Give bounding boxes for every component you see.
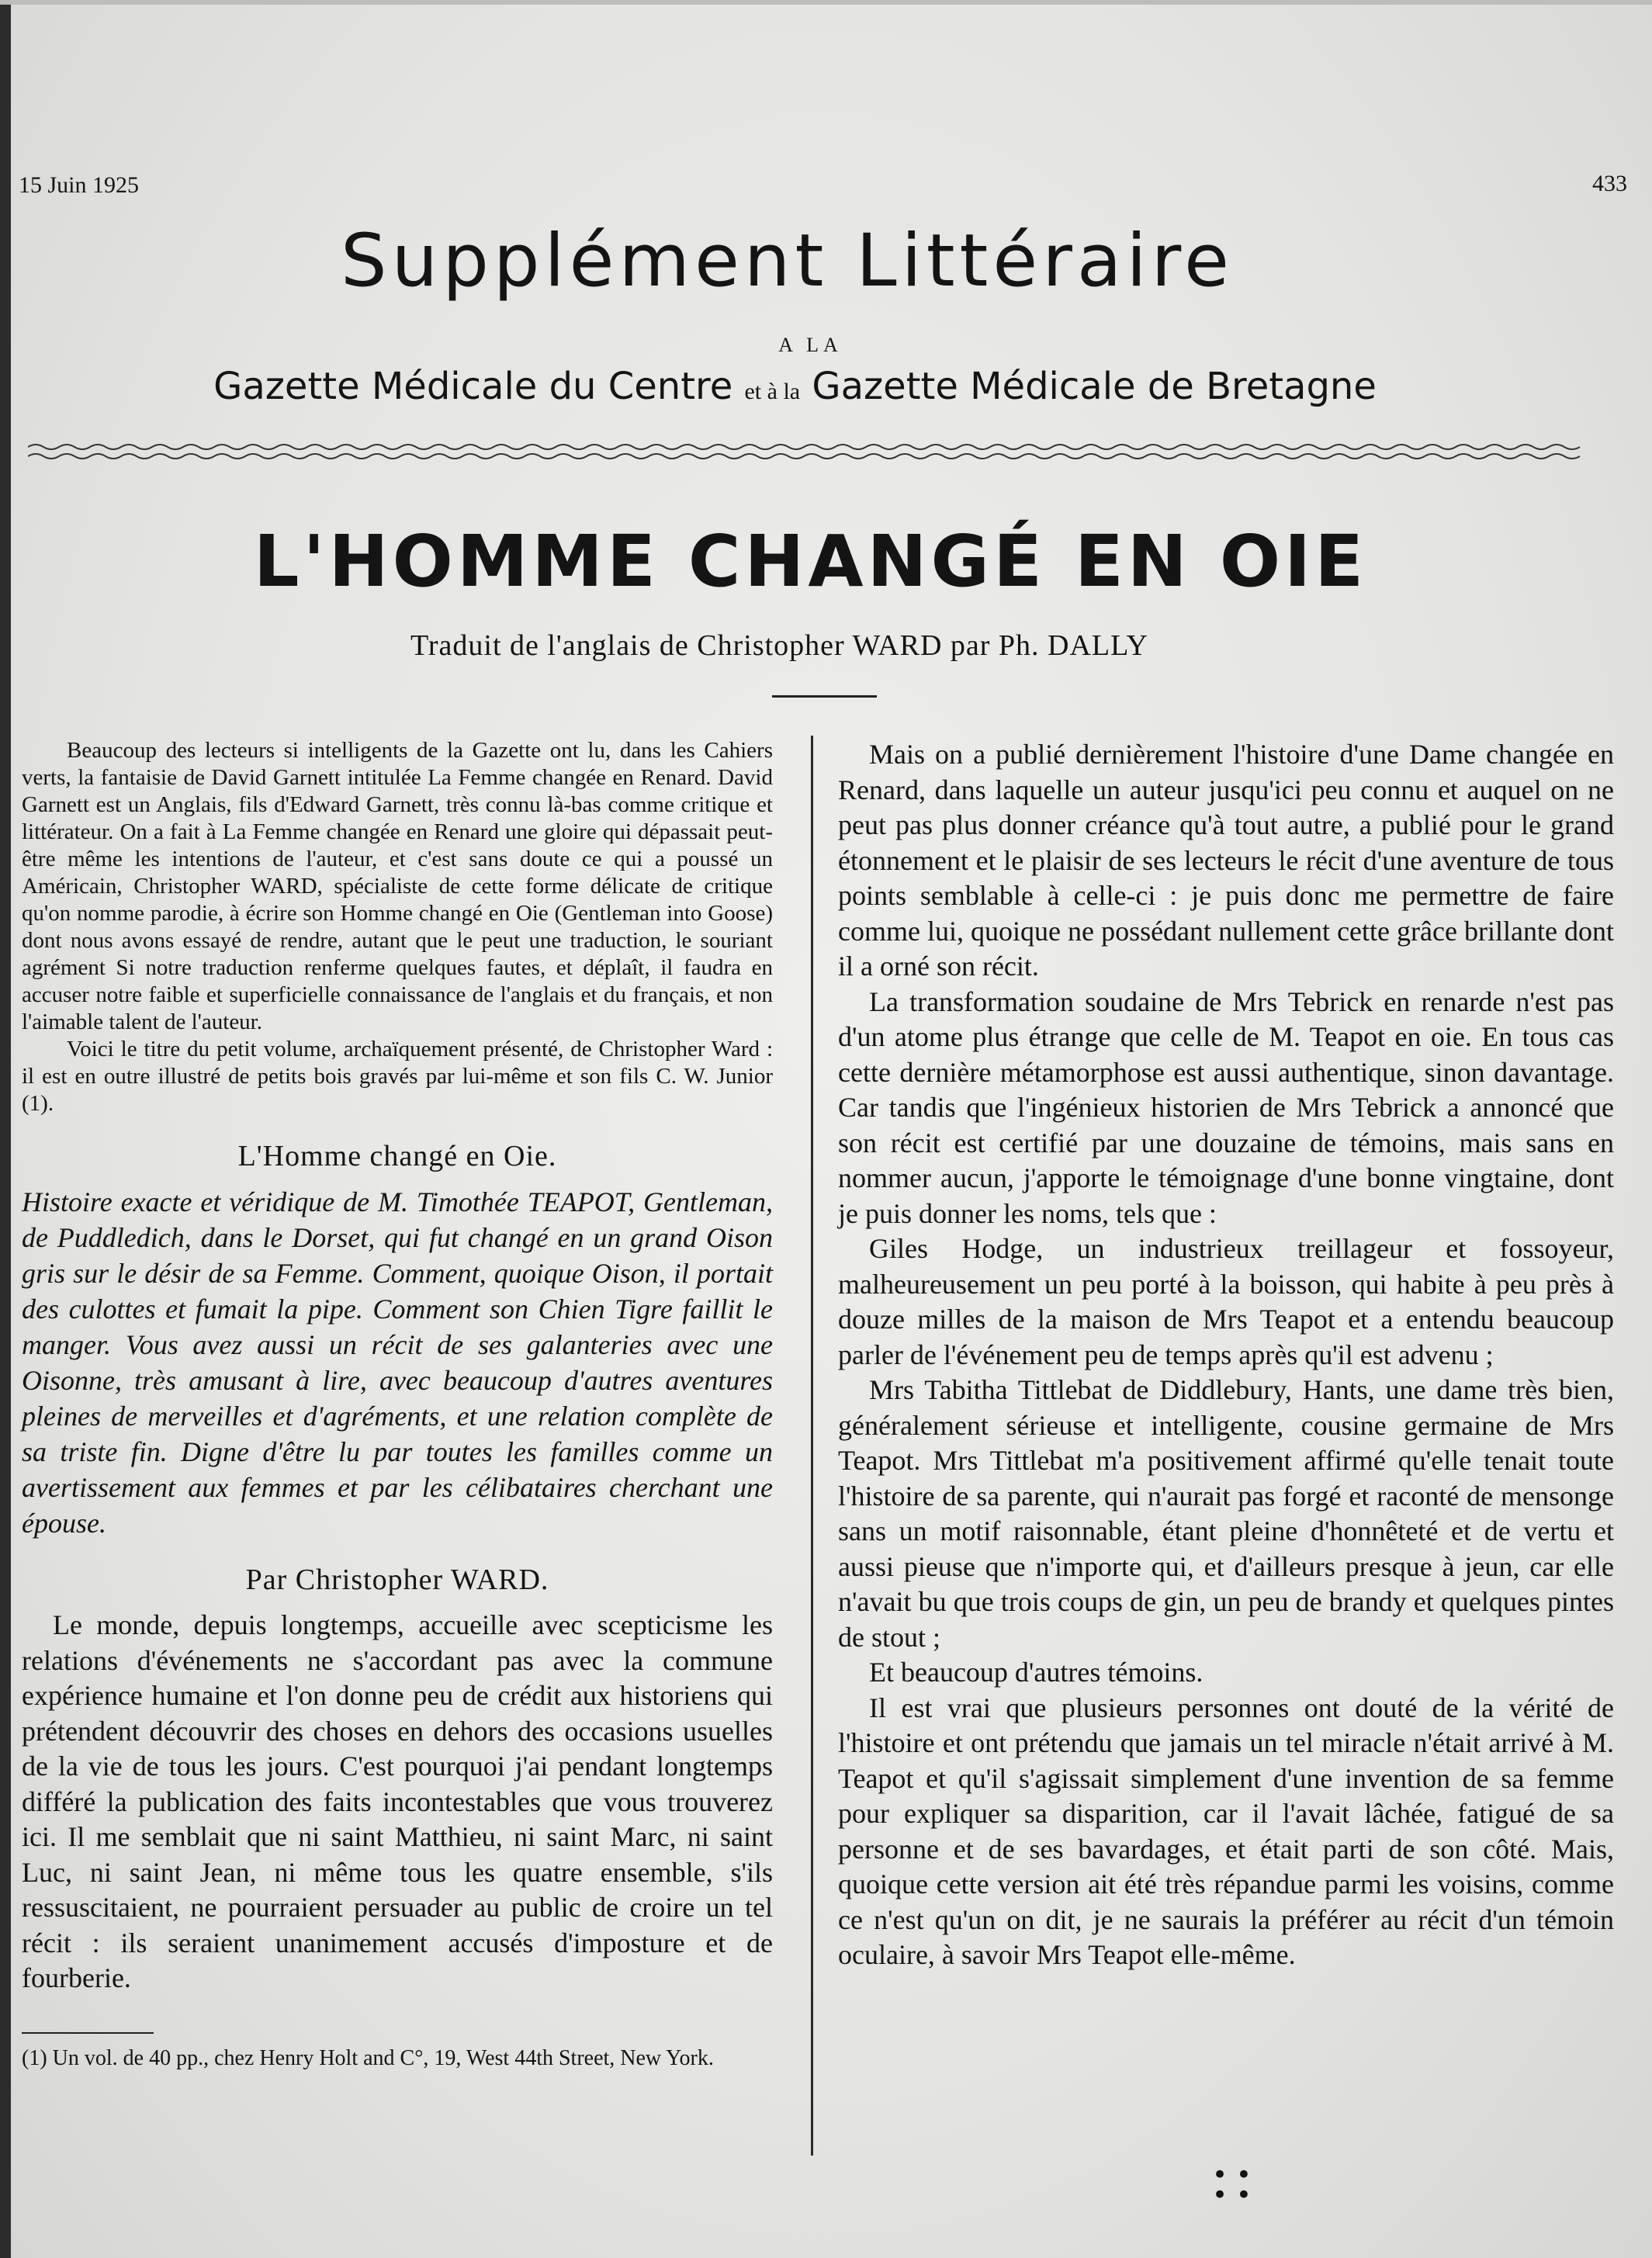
byline-rule — [772, 695, 877, 698]
body-paragraph: Giles Hodge, un industrieux treillageur et fossoyeur, malheureusement un peu porté à la boisson, qui habite à peu près à douze milles de la maison de Mrs Teapot et a entendu beaucoup parler de l'événement peu de temps après qu'il est advenu ; — [838, 1233, 1614, 1370]
body-paragraph: Mrs Tabitha Tittlebat de Diddlebury, Hants, une dame très bien, généralement sérieuse et intelligente, cousine germaine de Mrs Teapot. Mrs Tittlebat m'a positivement affirmé qu'elle tenait toute l'histoire de sa parente, qui n'aurait pas forgé et raconté de mensonge sans un motif raisonnable, étant pleine d'honnêteté et de vertu et aussi pieuse que n'importe qui, et d'ailleurs presque à jeun, car elle n'avait bu que trois coups de gin, un peu de brandy et quelques pintes de stout ; — [838, 1374, 1614, 1653]
gazette-names — [0, 365, 1621, 408]
body-paragraph: La transformation soudaine de Mrs Tebrick en renarde n'est pas d'un atome plus étrange que celle de M. Teapot en oie. En tous cas cette dernière métamorphose est aussi authentique, sinon davantage. Car tandis que l'ingénieux historien de Mrs Tebrick a annoncé que son récit est certifié par une douzaine de témoins, mais sans en nommer aucun, j'apporte le témoignage d'une bonne vingtaine, dont je puis donner les noms, tels que : — [838, 985, 1614, 1229]
body-paragraph: Mais on a publié dernièrement l'histoire d'une Dame changée en Renard, dans laquelle un auteur jusqu'ici peu connu et auquel on ne peut pas plus donner créance qu'à tout autre, a publié pour le grand étonnement et le plaisir de ses lecteurs le récit d'une aventure de tous points semblable à celle-ci : je puis donc me permettre de faire comme lui, quoique ne possédant nullement cette grâce brillante dont il a orné son récit. — [838, 739, 1614, 982]
left-column — [22, 737, 773, 2073]
author-line: Par Christopher WARD. — [245, 1564, 549, 1596]
page-number: 433 — [1592, 171, 1627, 196]
intro-paragraph: Voici le titre du petit volume, archaïquement présenté, de Christopher Ward : il est en outre illustré de petits bois gravés par lui-même et son fils C. W. Junior (1). — [22, 1037, 773, 1116]
footnote-rule — [22, 2032, 154, 2034]
body-paragraph: Il est vrai que plusieurs personnes ont douté de la vérité de l'histoire et ont prétendu que jamais un tel miracle n'était arrivé à M. Teapot et qu'il s'agissait simplement d'une invention de sa femme pour expliquer sa disparition, car il l'avait lâchée, fatigué de sa personne et de ses bavardages, et était parti de son côté. Mais, quoique cette version ait été très répandue parmi les voisins, comme ce n'est qu'un on dit, je ne saurais la préférer au récit d'un témoin oculaire, à savoir Mrs Teapot elle-même. — [838, 1692, 1614, 1970]
gazette-bretagne: Gazette Médicale de Bretagne — [812, 365, 1377, 408]
footnote: (1) Un vol. de 40 pp., chez Henry Holt and C°, 19, West 44th Street, New York. — [22, 2045, 714, 2070]
gazette-centre: Gazette Médicale du Centre — [213, 365, 733, 408]
gazette-connector: et à la — [744, 379, 801, 404]
supplement-title: Supplément Littéraire — [340, 219, 1235, 303]
wavy-divider — [28, 441, 1588, 464]
intro-paragraph: Beaucoup des lecteurs si intelligents de la Gazette ont lu, dans les Cahiers verts, la fantaisie de David Garnett intitulée La Femme changée en Renard. David Garnett est un Anglais, fils d'Edward Garnett, très connu là-bas comme critique et littérateur. On a fait à La Femme changée en Renard une gloire qui dépassait peut-être même les intentions de l'auteur, et c'est sans doute ce qui a poussé un Américain, Christopher WARD, spécialiste de cette forme délicate de critique qu'on nomme parodie, à écrire son Homme changé en Oie (Gentleman into Goose) dont nous avons essayé de rendre, autant que le peut une traduction, le souriant agrément Si notre traduction renferme quelques fautes, et déplaît, il faudra en accuser notre faible et superficielle connaissance de l'anglais et du français, et non l'aimable talent de l'auteur. — [22, 738, 773, 1034]
book-subheading: L'Homme changé en Oie. — [237, 1140, 557, 1172]
left-body — [22, 1608, 773, 1997]
column-divider — [811, 736, 813, 2156]
body-paragraph: Et beaucoup d'autres témoins. — [869, 1657, 1204, 1688]
a-la-label: A LA — [778, 334, 843, 356]
book-full-title: Histoire exacte et véridique de M. Timothée TEAPOT, Gentleman, de Puddledich, dans le Dorset, qui fut changé en un grand Oison gris sur le désir de sa Femme. Comment, quoique Oison, il portait des culottes et fumait la pipe. Comment son Chien Tigre faillit le manger. Vous avez aussi un récit de ses galanteries avec une Oisonne, très amusant à lire, avec beaucoup d'autres aventures pleines de merveilles et d'agréments, et une relation complète de sa triste fin. Digne d'être lu par toutes les familles comme un avertissement aux femmes et par les célibataires cherchant une épouse. — [22, 1186, 773, 1539]
scan-top-edge — [0, 0, 1652, 5]
issue-date: 15 Juin 1925 — [19, 172, 140, 198]
body-paragraph: Le monde, depuis longtemps, accueille avec scepticisme les relations d'événements ne s'accordant pas avec la commune expérience humaine et l'on donne peu de crédit aux historiens qui prétendent découvrir des choses en dehors des occasions usuelles de la vie de tous les jours. C'est pourquoi j'ai pendant longtemps différé la publication des faits incontestables que vous trouverez ici. Il me semblait que ni saint Matthieu, ni saint Marc, ni saint Luc, ni saint Jean, ni même tous les quatre ensemble, s'ils ressuscitaient, ne pourraient persuader au public de croire un tel récit : ils seraient unanimement accusés d'imposture et de fourberie. — [22, 1609, 773, 1993]
translator-intro — [22, 737, 773, 1117]
right-body — [838, 737, 1614, 1973]
article-title: L'HOMME CHANGÉ EN OIE — [253, 520, 1368, 603]
right-column — [838, 737, 1614, 1973]
closing-ornament: • • • • — [1212, 2159, 1252, 2211]
article-byline: Traduit de l'anglais de Christopher WARD par Ph. DALLY — [410, 629, 1148, 662]
